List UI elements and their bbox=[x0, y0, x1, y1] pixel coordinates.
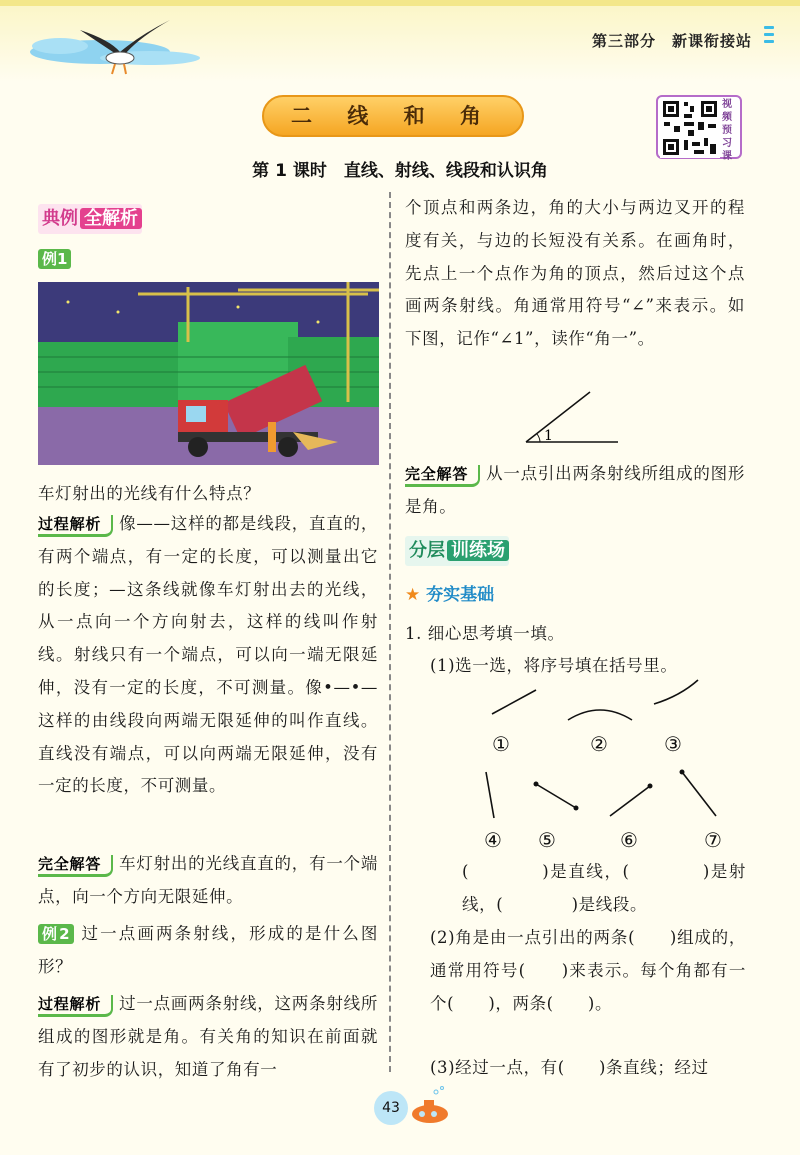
example-2-question bbox=[38, 918, 378, 984]
example-1-answer bbox=[38, 848, 378, 914]
page-number: 43 bbox=[374, 1091, 408, 1125]
question-1-1-blanks[interactable]: ( )是直线，( )是射线，( )是线段。 bbox=[462, 862, 746, 914]
angle-explanation: 个顶点和两条边，角的大小与两边叉开的程度有关，与边的长短没有关系。在画角时，先点上一个点作为角的顶点，然后过这个点画两条射线。角通常用符号“∠”来表示。如下图，记作“∠1”，读作“角一”。 bbox=[405, 198, 745, 349]
figure-number-4: ④ bbox=[484, 828, 502, 852]
lesson-title: 第 1 课时 直线、射线、线段和认识角 bbox=[252, 161, 548, 181]
angle-1-diagram bbox=[520, 388, 620, 448]
section-tag-practice bbox=[405, 536, 509, 566]
figure-5-segment bbox=[536, 784, 576, 808]
section-tag-examples-b: 全解析 bbox=[80, 208, 142, 229]
construction-site-illustration bbox=[38, 282, 379, 465]
answer-text: 车灯射出的光线直直的，有一个端点，向一个方向无限延伸。 bbox=[38, 854, 378, 906]
answer-label: 完全解答 bbox=[38, 855, 113, 877]
question-1-3[interactable]: (3)经过一点，有( )条直线；经过 bbox=[430, 1058, 709, 1077]
question-1-1: (1)选一选，将序号填在括号里。 bbox=[430, 656, 678, 675]
right-answer bbox=[405, 458, 745, 524]
chapter-title: 二 线 和 角 bbox=[262, 95, 524, 137]
example-2-tag: 例2 bbox=[38, 924, 74, 944]
figure-4-line bbox=[486, 772, 494, 818]
example-2-process bbox=[38, 988, 378, 1086]
star-icon: ★ bbox=[405, 585, 421, 605]
header-part: 第三部分 bbox=[591, 32, 656, 50]
qr-label: 视频预习课 bbox=[722, 99, 732, 162]
figure-3-curve bbox=[654, 680, 698, 704]
header-column: 新课衔接站 bbox=[671, 32, 752, 50]
figure-number-7: ⑦ bbox=[704, 828, 722, 852]
sub-head-foundation bbox=[405, 580, 494, 605]
seagull-cloud-illustration bbox=[20, 10, 220, 80]
header-bars-decoration bbox=[764, 26, 774, 47]
section-tag-practice-a: 分层 bbox=[409, 540, 445, 561]
figure-number-1: ① bbox=[492, 732, 510, 756]
figure-number-3: ③ bbox=[664, 732, 682, 756]
example-1-process bbox=[38, 508, 378, 803]
example-2-question-text: 过一点画两条射线，形成的是什么图形？ bbox=[38, 924, 378, 976]
process-label: 过程解析 bbox=[38, 515, 113, 537]
header-section-label bbox=[592, 30, 752, 51]
figure-2-curve bbox=[568, 710, 632, 720]
column-divider bbox=[389, 192, 391, 1072]
example-1-tag: 例1 bbox=[38, 249, 71, 269]
figure-number-6: ⑥ bbox=[620, 828, 638, 852]
right-answer-text: 从一点引出两条射线所组成的图形是角。 bbox=[405, 464, 745, 516]
section-tag-examples-a: 典例 bbox=[42, 208, 78, 229]
process-2-text: 过一点画两条射线，这两条射线所组成的图形就是角。有关角的知识在前面就有了初步的认识，知道了角有一 bbox=[38, 994, 378, 1079]
qr-code-icon bbox=[660, 98, 720, 158]
process-text: 像——这样的都是线段，直直的，有两个端点，有一定的长度，可以测量出它的长度；—这条线就像车灯射出去的光线，从一点向一个方向射去，这样的线叫作射线。射线只有一个端点，可以向一端无限延伸，没有一定的长度，不可测量。像•—•—这样的由线段向两端无限延伸的叫作直线。直线没有端点，可以向两端无限延伸，没有一定的长度，不可测量。 bbox=[38, 514, 379, 796]
figure-number-2: ② bbox=[590, 732, 608, 756]
angle-1-label: 1 bbox=[544, 428, 553, 444]
section-tag-examples bbox=[38, 204, 142, 234]
figure-1-line bbox=[492, 690, 536, 714]
figure-7-ray bbox=[682, 772, 716, 816]
question-1: 1. 细心思考填一填。 bbox=[405, 624, 565, 643]
process-2-label: 过程解析 bbox=[38, 995, 113, 1017]
question-1-2[interactable]: (2)角是由一点引出的两条( )组成的，通常用符号( )来表示。每个角都有一个( )，两条( )。 bbox=[430, 928, 746, 1013]
figure-number-5: ⑤ bbox=[538, 828, 556, 852]
section-tag-practice-b: 训练场 bbox=[447, 540, 509, 561]
right-answer-label: 完全解答 bbox=[405, 465, 480, 487]
example-1-question: 车灯射出的光线有什么特点？ bbox=[38, 484, 261, 503]
figure-6-ray bbox=[610, 786, 650, 816]
sub-head-text: 夯实基础 bbox=[426, 585, 495, 605]
submarine-icon bbox=[406, 1086, 456, 1130]
